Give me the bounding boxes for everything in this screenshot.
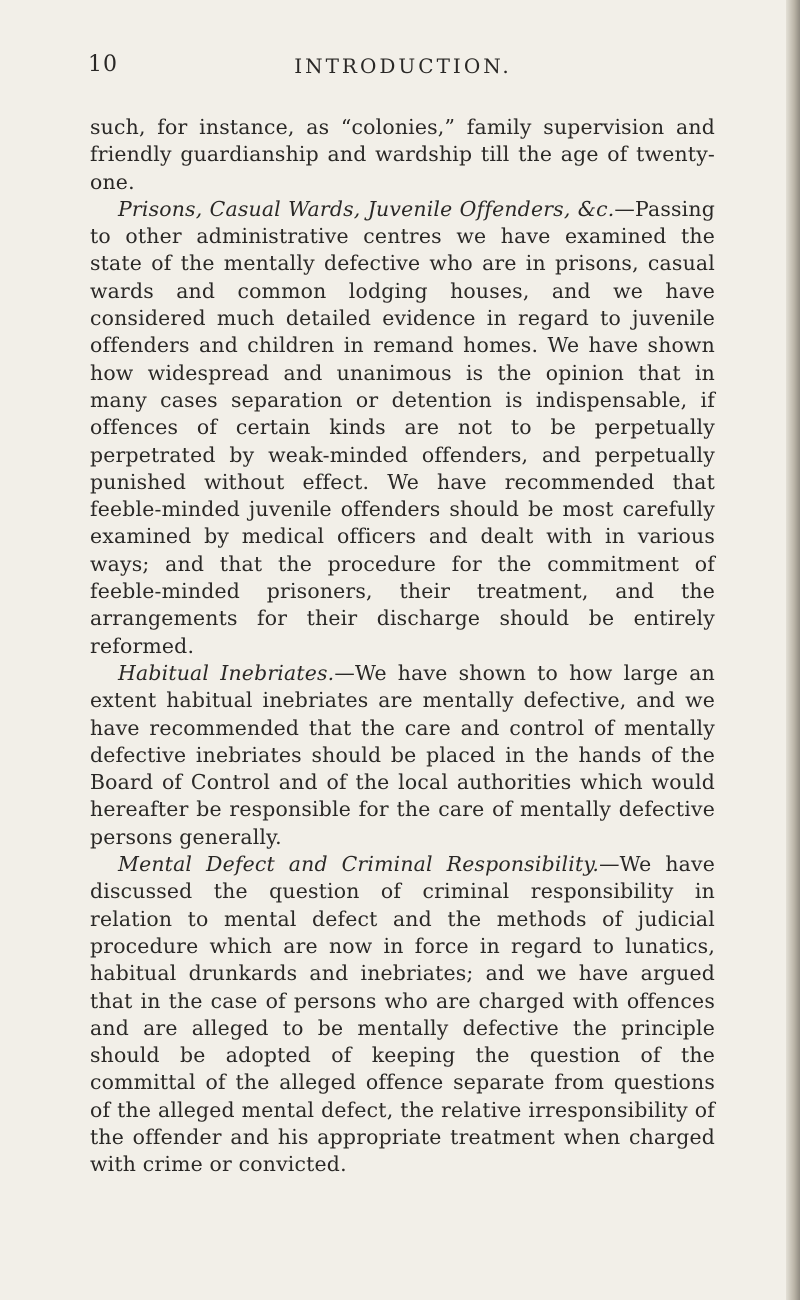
page-number: 10 bbox=[88, 52, 118, 77]
running-title: INTRODUCTION. bbox=[294, 54, 512, 78]
page-edge-shadow bbox=[786, 0, 800, 1300]
section-heading-inebriates: Habitual Inebriates. bbox=[118, 660, 335, 685]
paragraph-mental-defect bbox=[90, 851, 715, 1179]
body-text bbox=[90, 114, 715, 1179]
paragraph-continuation bbox=[90, 114, 715, 196]
paragraph-inebriates bbox=[90, 660, 715, 851]
section-heading-mental-defect: Mental Defect and Criminal Responsibility. bbox=[118, 852, 600, 877]
paragraph-text: —We have shown to how large an extent habitual inebriates are mentally defective, and we have recommended that the care and control of mentally defective inebriates should be placed in the hands of the Board of Control and of the local authorities which would hereafter be responsible for the care of mentally defective persons generally. bbox=[90, 660, 715, 849]
page-header bbox=[88, 52, 718, 86]
paragraph-text: —Passing to other administrative centres we have examined the state of the mentally defective who are in prisons, casual wards and common lodging houses, and we have considered much detailed evidence in regard to juvenile offenders and children in remand homes. We have shown how widespread and unanimous is the opinion that in many cases separation or detention is indispensable, if offences of certain kinds are not to be perpetually perpetrated by weak-minded offenders, and perpetually punished without effect. We have recommended that feeble-minded juvenile offenders should be most carefully examined by medical officers and dealt with in various ways; and that the procedure for the commitment of feeble-minded prisoners, their treatment, and the arrangements for their discharge should be entirely reformed. bbox=[90, 196, 715, 658]
paragraph-text: such, for instance, as “colonies,” family supervision and friendly guardianship and wardship till the age of twenty-one. bbox=[90, 115, 715, 194]
paragraph-text: —We have discussed the question of criminal responsibility in relation to mental defect and the methods of judicial procedure which are now in force in regard to lunatics, habitual drunkards and inebriates; and we have argued that in the case of persons who are charged with offences and are alleged to be mentally defective the principle should be adopted of keeping the question of the committal of the alleged offence separate from questions of the alleged mental defect, the relative irresponsibility of the offender and his appropriate treatment when charged with crime or convicted. bbox=[90, 852, 715, 1177]
section-heading-prisons: Prisons, Casual Wards, Juvenile Offenders, &c. bbox=[118, 196, 615, 221]
paragraph-prisons bbox=[90, 196, 715, 660]
